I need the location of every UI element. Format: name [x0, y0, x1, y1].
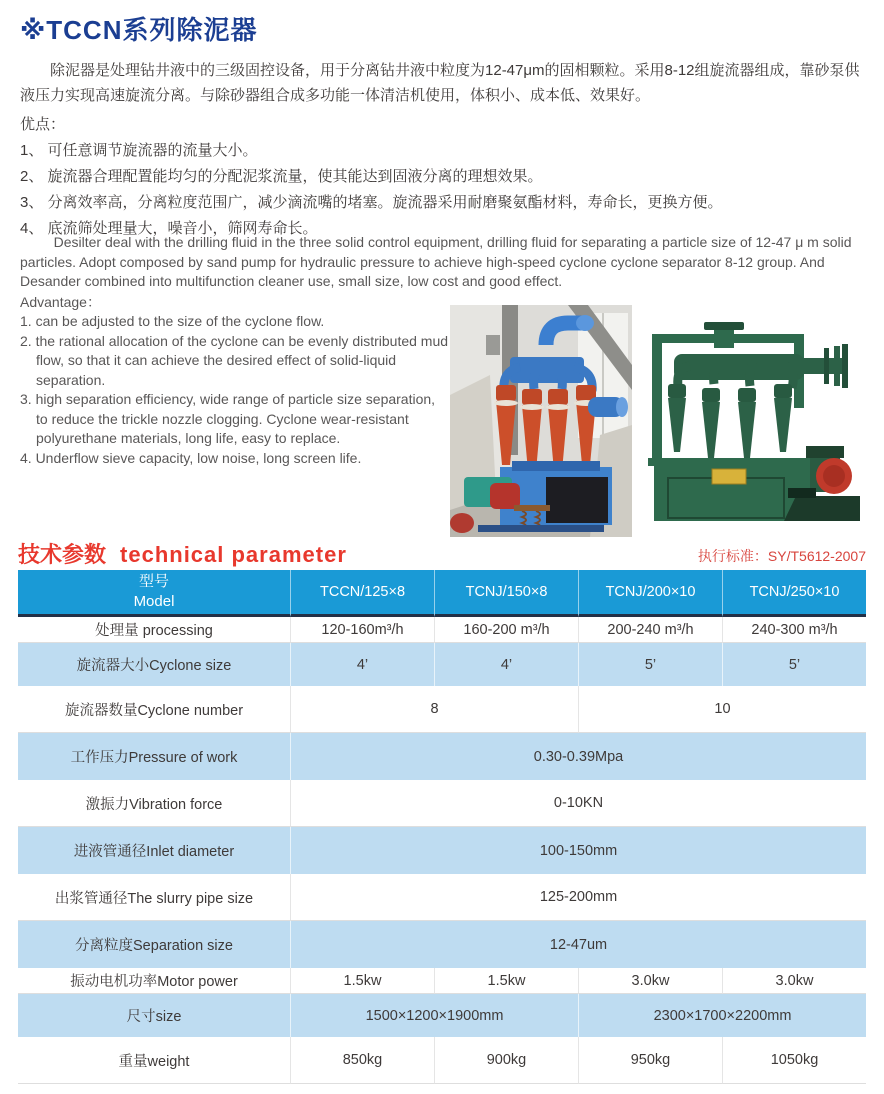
param-value: 1.5kw [434, 968, 578, 994]
page-title: ※TCCN系列除泥器 [20, 15, 258, 45]
param-value: 3.0kw [578, 968, 722, 994]
product-photo-blue-desilter [450, 305, 632, 537]
model-column-header: TCNJ/250×10 [722, 570, 866, 617]
english-intro-paragraph: Desilter deal with the drilling fluid in the three solid control equipment, drilling fluid for separating a particle size of 12-47 μ m solid particles. Adopt composed by sand pump for hydraulic pressure to achieve high-speed cyclone cyclone separator 8-12 group. And Desander combined into multifunction cleaner use, small size, low cost and good effect. [20, 234, 852, 289]
param-value: 950kg [578, 1037, 722, 1084]
table-row [18, 968, 866, 994]
chinese-advantage-item: 4、 底流筛处理量大，噪音小，筛网寿命长。 [20, 220, 318, 237]
model-label-cn: 型号 [138, 573, 169, 590]
blue-desilter-illustration [450, 305, 632, 537]
table-body [18, 617, 866, 1084]
table-row [18, 733, 866, 780]
param-value: 1050kg [722, 1037, 866, 1084]
table-row [18, 617, 866, 643]
param-label: 工作压力Pressure of work [70, 750, 238, 766]
param-label: 旋流器大小Cyclone size [76, 658, 232, 674]
param-value: 10 [578, 686, 866, 733]
chinese-advantages-label: 优点： [20, 116, 66, 133]
param-value: 8 [290, 686, 578, 733]
table-row [18, 827, 866, 874]
english-advantage-item: 1. can be adjusted to the size of the cyclone flow. [20, 313, 325, 329]
english-advantage-item: 3. high separation efficiency, wide range of particle size separation, to reduce the trickle nozzle clogging. Cyclone wear-resistant polyurethane materials, long life, easy to replace. [20, 391, 436, 446]
param-label: 重量weight [18, 1037, 290, 1084]
english-advantage-item: 4. Underflow sieve capacity, low noise, long screen life. [20, 449, 362, 466]
param-label: 振动电机功率Motor power [18, 968, 290, 994]
table-row [18, 643, 866, 686]
param-label: 处理量 processing [18, 617, 290, 643]
green-desilter-illustration [638, 318, 864, 521]
param-value: 12-47um [290, 921, 866, 968]
param-value: 0.30-0.39Mpa [290, 733, 866, 780]
param-label: 出浆管通径The slurry pipe size [18, 874, 290, 921]
param-value: 0-10KN [290, 780, 866, 827]
table-row [18, 686, 866, 733]
chinese-advantage-item: 1、 可任意调节旋流器的流量大小。 [20, 142, 258, 159]
param-value: 1500×1200×1900mm [290, 994, 578, 1037]
param-value: 160-200 m³/h [434, 617, 578, 643]
chinese-advantages-list [20, 138, 868, 241]
param-label: 激振力Vibration force [18, 780, 290, 827]
chinese-description [20, 58, 868, 241]
model-column-header: TCNJ/150×8 [434, 570, 578, 617]
model-column-header: TCNJ/200×10 [578, 570, 722, 617]
param-value: 4’ [434, 643, 578, 686]
english-advantage-item: 2. the rational allocation of the cyclone can be evenly distributed mud flow, so that it can achieve the desired effect of solid-liquid separation. [20, 332, 449, 388]
param-value: 850kg [290, 1037, 434, 1084]
heading-english: technical parameter [120, 542, 347, 567]
table-row [18, 921, 866, 968]
table-row [18, 874, 866, 921]
product-photo-green-desilter [638, 318, 864, 521]
model-column-header: TCCN/125×8 [290, 570, 434, 617]
model-header-cell [18, 570, 290, 617]
param-label: 分离粒度Separation size [75, 938, 233, 954]
chinese-advantage-item: 3、 分离效率高，分离粒度范围广，减少滴流嘴的堵塞。旋流器采用耐磨聚氨酯材料，寿命长，更换方便。 [20, 194, 723, 211]
chinese-advantage-item: 2、 旋流器合理配置能均匀的分配泥浆流量，使其能达到固液分离的理想效果。 [20, 168, 543, 185]
table-row [18, 1037, 866, 1084]
table-header-row [18, 570, 866, 617]
param-value: 200-240 m³/h [578, 617, 722, 643]
param-value: 120-160m³/h [290, 617, 434, 643]
table-row [18, 994, 866, 1037]
execution-standard: 执行标准：SY/T5612-2007 [697, 548, 866, 564]
param-value: 5’ [578, 643, 722, 686]
model-label-en: Model [133, 593, 175, 610]
param-label: 旋流器数量Cyclone number [18, 686, 290, 733]
table-row [18, 780, 866, 827]
param-value: 240-300 m³/h [722, 617, 866, 643]
param-value: 5’ [722, 643, 866, 686]
param-value: 125-200mm [290, 874, 866, 921]
heading-chinese: 技术参数 [18, 542, 107, 567]
section-heading-row [18, 538, 866, 569]
param-value: 3.0kw [722, 968, 866, 994]
technical-parameter-heading [18, 538, 347, 569]
english-advantages-label: Advantage： [20, 293, 101, 310]
param-label: 尺寸size [126, 1009, 182, 1025]
english-advantages-list [20, 312, 450, 468]
param-value: 4’ [290, 643, 434, 686]
param-value: 2300×1700×2200mm [578, 994, 866, 1037]
param-label: 进液管通径Inlet diameter [73, 844, 235, 860]
param-value: 100-150mm [290, 827, 866, 874]
param-value: 1.5kw [290, 968, 434, 994]
technical-parameter-table [18, 570, 866, 1084]
param-value: 900kg [434, 1037, 578, 1084]
chinese-intro-paragraph: 除泥器是处理钻井液中的三级固控设备，用于分离钻井液中粒度为12-47μm的固相颗粒。采用8-12组旋流器组成，靠砂泵供液压力实现高速旋流分离。与除砂器组合成多功能一体清洁机使用，体积小、成本低、效果好。 [20, 62, 860, 104]
